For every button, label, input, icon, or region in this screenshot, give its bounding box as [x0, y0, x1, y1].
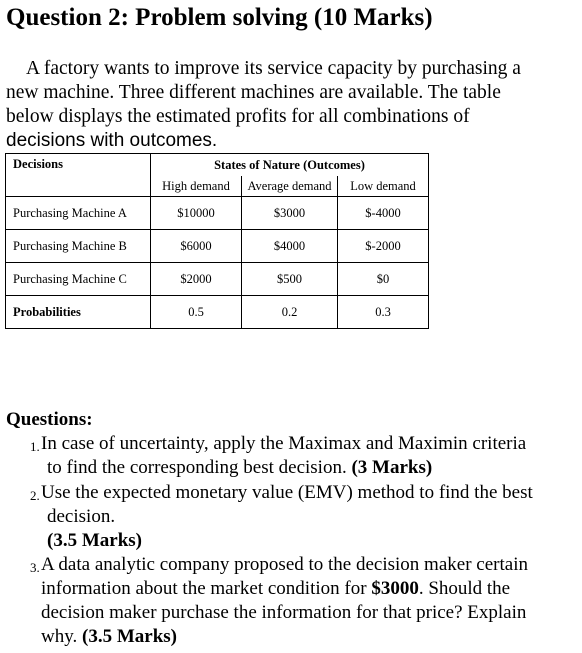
question-3-line-1: A data analytic company proposed to the decision maker certain — [41, 554, 528, 575]
question-3-price: $3000 — [371, 578, 419, 599]
question-3-line-4 — [41, 626, 177, 648]
question-3-text-end: why. — [41, 626, 78, 647]
table-row-machine-b — [6, 230, 429, 263]
column-high-demand: High demand — [151, 176, 242, 197]
decisions-header: Decisions — [6, 154, 151, 197]
states-of-nature-header: States of Nature (Outcomes) — [151, 154, 429, 177]
profit-table — [5, 153, 429, 329]
table-row-probabilities — [6, 296, 429, 329]
row-label: Purchasing Machine C — [6, 263, 151, 296]
question-3-text-a: information about the market condition for — [41, 578, 367, 599]
questions-heading: Questions: — [6, 409, 93, 430]
column-average-demand: Average demand — [242, 176, 338, 197]
intro-line-4: decisions with outcomes. — [6, 130, 218, 151]
row-label: Purchasing Machine A — [6, 197, 151, 230]
cell-value: $6000 — [151, 230, 242, 263]
question-3-line-2 — [41, 578, 510, 600]
cell-value: $3000 — [242, 197, 338, 230]
question-2-line-2: decision. — [47, 506, 116, 527]
question-3-number: 3. — [30, 560, 40, 575]
cell-value: $10000 — [151, 197, 242, 230]
cell-value: $2000 — [151, 263, 242, 296]
intro-line-3: below displays the estimated profits for all combinations of — [6, 106, 470, 127]
cell-value: $-2000 — [338, 230, 429, 263]
question-1-line-1: In case of uncertainty, apply the Maximax and Maximin criteria — [41, 433, 527, 454]
intro-line-2: new machine. Three different machines are available. The table — [6, 82, 501, 103]
row-label: Purchasing Machine B — [6, 230, 151, 263]
cell-value: 0.2 — [242, 296, 338, 329]
question-1-line-2 — [47, 457, 432, 479]
question-3-line-3: decision maker purchase the information for that price? Explain — [41, 602, 527, 623]
question-2-marks: (3.5 Marks) — [47, 530, 142, 551]
intro-line-1: A factory wants to improve its service capacity by purchasing a — [26, 58, 521, 79]
question-1-text: to find the corresponding best decision. — [47, 457, 347, 478]
question-1-number: 1. — [30, 439, 40, 454]
question-3-text-b: . Should the — [418, 578, 511, 599]
question-2-line-1: Use the expected monetary value (EMV) method to find the best — [41, 482, 533, 503]
question-2-number: 2. — [30, 488, 40, 503]
cell-value: 0.5 — [151, 296, 242, 329]
table-row-machine-a — [6, 197, 429, 230]
cell-value: $0 — [338, 263, 429, 296]
page-title: Question 2: Problem solving (10 Marks) — [6, 4, 433, 31]
question-3-marks: (3.5 Marks) — [82, 626, 177, 647]
question-1-marks: (3 Marks) — [351, 457, 433, 478]
cell-value: $-4000 — [338, 197, 429, 230]
cell-value: 0.3 — [338, 296, 429, 329]
table-row-machine-c — [6, 263, 429, 296]
cell-value: $500 — [242, 263, 338, 296]
column-low-demand: Low demand — [338, 176, 429, 197]
cell-value: $4000 — [242, 230, 338, 263]
row-label: Probabilities — [6, 296, 151, 329]
